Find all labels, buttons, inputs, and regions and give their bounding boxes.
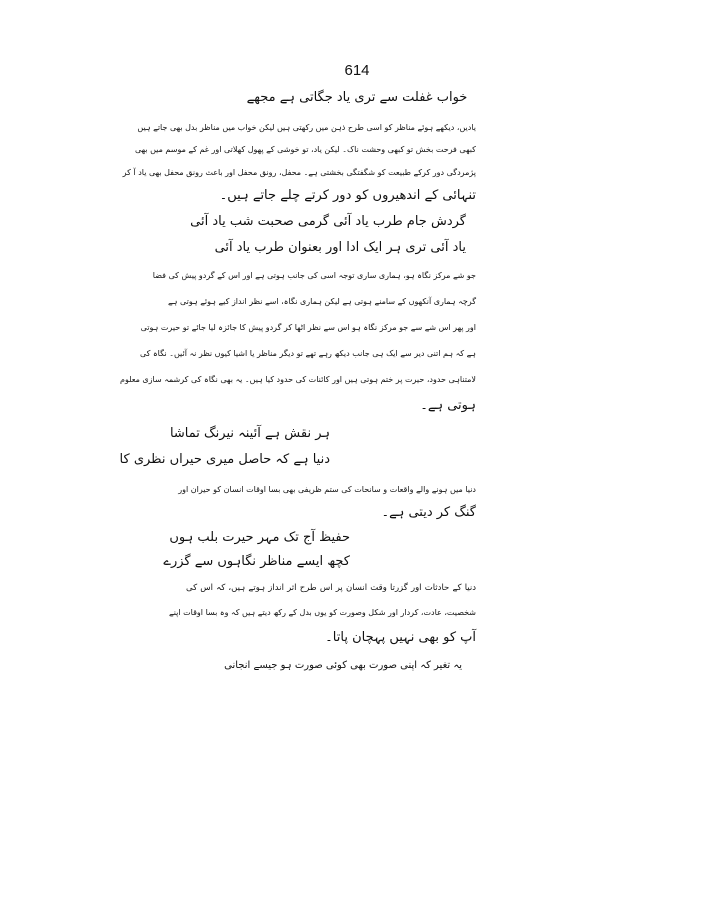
paragraph-4-line-1: دنیا کے حادثات اور گزرتا وقت انسان پر اس طرح اثر انداز ہوتے ہیں، کہ اس کی <box>186 583 476 593</box>
paragraph-2-line-3: اور پھر اس شے سے جو مرکز نگاہ ہو اس سے نظر اٹھا کر گردو پیش کا جائزہ لیا جائے تو حیرت ہوتی <box>140 323 476 332</box>
couplet-1-line-1: گردش جام طرب یاد آئی گرمی صحبت شب یاد آئی <box>190 214 466 229</box>
couplet-2-line-2: دنیا ہے کہ حاصل میری حیراں نظری کا <box>119 452 330 467</box>
paragraph-4-line-2: شخصیت، عادت، کردار اور شکل وصورت کو یوں بدل کے رکھ دیتے ہیں کہ وہ بسا اوقات اپنے <box>169 608 476 617</box>
couplet-3-line-2: کچھ ایسے مناظر نگاہوں سے گزرے <box>163 554 350 569</box>
page-number: 614 <box>344 62 370 79</box>
paragraph-2-line-2: گرچہ ہماری آنکھوں کے سامنے ہوتی ہے لیکن ہماری نگاہ، اسے نظر انداز کیے ہوئے ہوتی ہے <box>168 297 476 306</box>
paragraph-3-line-1: دنیا میں ہونے والے واقعات و سانحات کی ستم ظریفی بھی بسا اوقات انسان کو حیران اور <box>178 485 476 494</box>
paragraph-2-line-4: ہے کہ ہم اتنی دیر سے ایک ہی جانب دیکھ رہے تھے تو دیگر مناظر یا اشیا کیوں نظر نہ آئیں۔ نگاہ کی <box>139 349 476 358</box>
paragraph-2-line-6: ہوتی ہے۔ <box>420 398 476 413</box>
paragraph-4-line-3: آپ کو بھی نہیں پہچان پاتا۔ <box>325 630 476 645</box>
paragraph-2-line-5: لامتناہی حدود، حیرت پر ختم ہوتی ہیں اور کائنات کی حدود کیا ہیں۔ یہ بھی نگاہ کی کرشمہ سازی معلوم <box>120 375 476 384</box>
paragraph-1-line-2: کبھی فرحت بخش تو کبھی وحشت ناک۔ لیکن یاد، تو خوشی کے پھول کھلاتی اور غم کے موسم میں بھی <box>134 145 476 154</box>
chapter-heading: خواب غفلت سے تری یاد جگاتی ہے مجھے <box>246 90 468 105</box>
paragraph-1-line-3: پژمردگی دور کرکے طبیعت کو شگفتگی بخشتی ہے۔ محفل، رونق محفل اور باعث رونق محفل بھی یاد آ کر <box>122 168 476 177</box>
paragraph-1-line-4: تنہائی کے اندھیروں کو دور کرتے چلے جاتے ہیں۔ <box>219 188 476 203</box>
paragraph-3-line-2: گنگ کر دیتی ہے۔ <box>381 505 476 520</box>
paragraph-2-line-1: جو شے مرکز نگاہ ہو، ہماری ساری توجہ اسی کی جانب ہوتی ہے اور اس کے گردو پیش کی فضا <box>152 271 476 280</box>
closing-verse: یہ تغیر کہ اپنی صورت بھی کوئی صورت ہو جیسے انجانی <box>224 660 462 671</box>
couplet-1-line-2: یاد آئی تری ہر ایک ادا اور بعنوان طرب یاد آئی <box>214 240 466 255</box>
paragraph-1-line-1: یادیں، دیکھے ہوئے مناظر کو اسی طرح ذہن میں رکھتی ہیں لیکن خواب میں مناظر بدل بھی جاتے ہیں <box>137 123 476 132</box>
couplet-3-line-1: حفیظ آج تک مہر حیرت بلب ہوں <box>169 530 350 545</box>
couplet-2-line-1: ہر نقش ہے آئینہ نیرنگ تماشا <box>169 426 330 441</box>
